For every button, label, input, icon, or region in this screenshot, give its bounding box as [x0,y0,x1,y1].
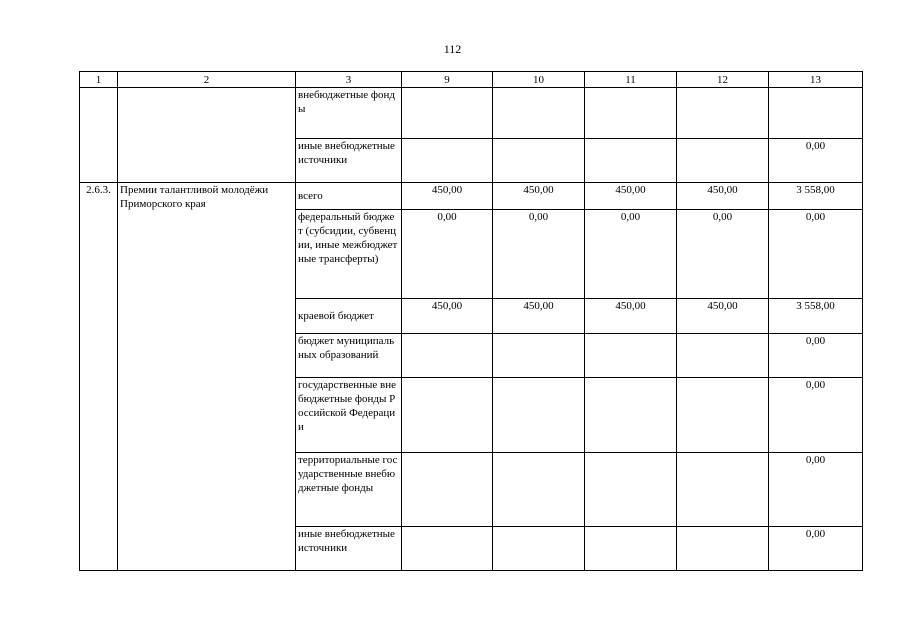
value-cell-9: 0,00 [402,210,493,299]
value-cell-11 [585,527,677,571]
empty-name-cell [118,88,296,183]
value-cell-12 [677,88,769,139]
value-cell-9 [402,378,493,453]
value-cell-10 [493,453,585,527]
value-cell-11: 0,00 [585,210,677,299]
col-header-11: 11 [585,72,677,88]
col-header-10: 10 [493,72,585,88]
source-cell: внебюджетные фонды [296,88,402,139]
total-cell: 0,00 [769,210,863,299]
value-cell-10 [493,334,585,378]
empty-code-cell [80,88,118,183]
value-cell-10 [493,88,585,139]
value-cell-9 [402,527,493,571]
col-header-13: 13 [769,72,863,88]
value-cell-12: 450,00 [677,183,769,210]
total-cell: 3 558,00 [769,299,863,334]
source-cell: всего [296,183,402,210]
col-header-2: 2 [118,72,296,88]
value-cell-10: 450,00 [493,299,585,334]
value-cell-11 [585,139,677,183]
value-cell-12 [677,453,769,527]
page-number: 112 [443,42,462,56]
item-name: Премии талантливой молодёжи Приморского края [118,183,296,571]
source-cell: иные внебюджетные источники [296,527,402,571]
value-cell-9 [402,453,493,527]
value-cell-9: 450,00 [402,299,493,334]
col-header-1: 1 [80,72,118,88]
col-header-12: 12 [677,72,769,88]
col-header-3: 3 [296,72,402,88]
value-cell-12: 0,00 [677,210,769,299]
value-cell-11: 450,00 [585,299,677,334]
item-code: 2.6.3. [80,183,118,571]
value-cell-12: 450,00 [677,299,769,334]
value-cell-11 [585,88,677,139]
total-cell: 3 558,00 [769,183,863,210]
value-cell-12 [677,378,769,453]
source-cell: федеральный бюджет (субсидии, субвенции, иные межбюджетные трансферты) [296,210,402,299]
source-cell: краевой бюджет [296,299,402,334]
value-cell-11 [585,378,677,453]
total-cell: 0,00 [769,334,863,378]
value-cell-12 [677,139,769,183]
table-row [80,88,863,139]
col-header-9: 9 [402,72,493,88]
value-cell-9 [402,88,493,139]
value-cell-9 [402,139,493,183]
total-cell [769,88,863,139]
header-row [80,72,863,88]
value-cell-11: 450,00 [585,183,677,210]
budget-table [79,71,863,571]
value-cell-11 [585,334,677,378]
value-cell-12 [677,334,769,378]
source-cell: государственные внебюджетные фонды Российской Федерации [296,378,402,453]
value-cell-10 [493,378,585,453]
value-cell-10 [493,139,585,183]
total-cell: 0,00 [769,527,863,571]
value-cell-12 [677,527,769,571]
total-cell: 0,00 [769,453,863,527]
table-row [80,183,863,210]
total-cell: 0,00 [769,139,863,183]
value-cell-10 [493,527,585,571]
value-cell-9 [402,334,493,378]
value-cell-10: 450,00 [493,183,585,210]
source-cell: бюджет муниципальных образований [296,334,402,378]
source-cell: территориальные государственные внебюджетные фонды [296,453,402,527]
total-cell: 0,00 [769,378,863,453]
value-cell-11 [585,453,677,527]
value-cell-9: 450,00 [402,183,493,210]
value-cell-10: 0,00 [493,210,585,299]
source-cell: иные внебюджетные источники [296,139,402,183]
